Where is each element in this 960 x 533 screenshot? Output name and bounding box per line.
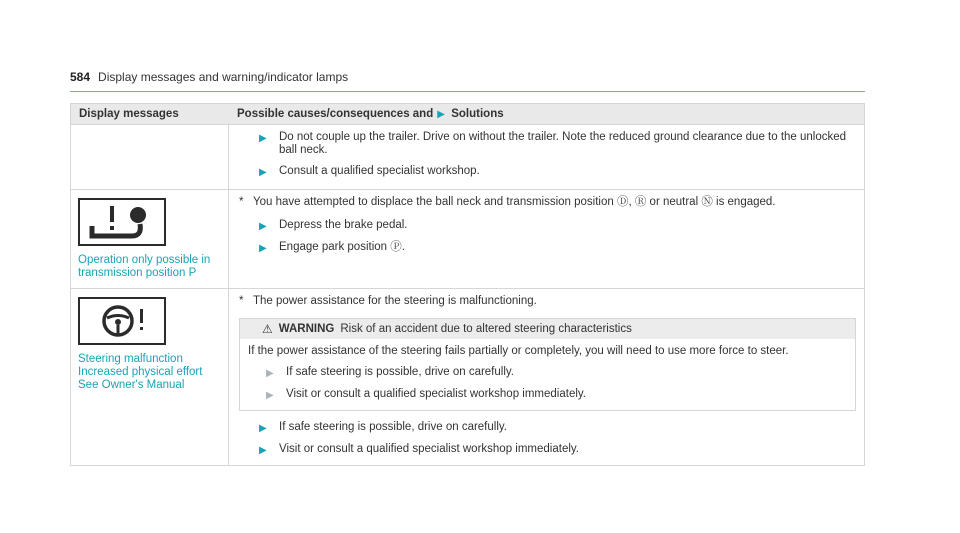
col-header-display-messages: Display messages [79, 108, 179, 120]
step-arrow-icon: ▶ [266, 368, 274, 379]
step-text: Visit or consult a qualified specialist workshop immediately. [279, 443, 579, 455]
step-arrow-icon: ▶ [259, 167, 267, 178]
display-message-line: transmission position P [78, 267, 197, 279]
step-text: If safe steering is possible, drive on carefully. [279, 421, 507, 433]
display-message-line: Increased physical effort [78, 366, 203, 378]
warning-triangle-icon: ⚠ [262, 321, 273, 336]
warning-label: WARNING [278, 322, 335, 335]
trailer-ball-neck-warning-icon [78, 198, 166, 246]
page-header-title: Display messages and warning/indicator lamps [98, 70, 349, 84]
asterisk-icon: * [239, 295, 244, 307]
step-arrow-icon: ▶ [259, 243, 267, 254]
table-row [71, 288, 864, 465]
display-message-line: Operation only possible in [78, 254, 211, 266]
solution-step [259, 443, 856, 457]
cause-note [239, 295, 856, 308]
warning-box [239, 318, 856, 411]
step-text: Depress the brake pedal. [279, 219, 408, 231]
step-text: Do not couple up the trailer. Drive on without the trailer. Note the reduced ground clearance due to the unlocked ball neck. [279, 131, 847, 156]
cause-text: The power assistance for the steering is malfunctioning. [253, 295, 537, 307]
step-arrow-icon: ▶ [259, 445, 267, 456]
warning-title: Risk of an accident due to altered steering characteristics [340, 322, 632, 335]
solution-cell [229, 125, 864, 189]
steering-wheel-warning-icon [78, 297, 166, 345]
warning-header [240, 319, 855, 339]
table-row [71, 189, 864, 288]
warning-step [266, 366, 847, 380]
solution-step [259, 219, 856, 233]
display-messages-table [70, 103, 865, 466]
warning-body [240, 339, 855, 410]
solution-step [259, 241, 856, 255]
step-text: Visit or consult a qualified specialist workshop immediately. [286, 388, 586, 400]
step-arrow-icon: ▶ [266, 390, 274, 401]
solution-cell [229, 289, 864, 465]
step-text: Engage park position Ⓟ. [279, 241, 405, 253]
display-message-line: Steering malfunction [78, 353, 183, 365]
step-text: If safe steering is possible, drive on carefully. [286, 366, 514, 378]
solution-step [259, 421, 856, 435]
cause-text: You have attempted to displace the ball neck and transmission position Ⓓ, Ⓡ or neutral Ⓝ is engaged. [253, 196, 776, 208]
solution-step [259, 131, 856, 157]
message-cell [71, 190, 229, 288]
asterisk-icon: * [239, 196, 244, 208]
solution-step [259, 165, 856, 179]
col-header-causes [229, 108, 864, 120]
step-text: Consult a qualified specialist workshop. [279, 165, 480, 177]
message-cell [71, 125, 229, 189]
table-header [71, 104, 864, 124]
page-header [70, 70, 865, 92]
warning-step [266, 388, 847, 402]
col-header-solutions-label: Solutions [451, 108, 504, 120]
display-message-line: See Owner's Manual [78, 379, 185, 391]
page-number: 584 [70, 70, 91, 84]
step-arrow-icon: ▶ [259, 221, 267, 232]
message-cell [71, 289, 229, 465]
cause-note [239, 196, 856, 209]
step-arrow-icon: ▶ [259, 423, 267, 434]
table-row [71, 124, 864, 189]
solution-cell [229, 190, 864, 288]
col-header-causes-label: Possible causes/consequences and [237, 108, 434, 120]
solution-arrow-icon: ▶ [437, 108, 445, 120]
step-arrow-icon: ▶ [259, 133, 267, 144]
warning-text: If the power assistance of the steering fails partially or completely, you will need to use more force to steer. [248, 345, 789, 357]
